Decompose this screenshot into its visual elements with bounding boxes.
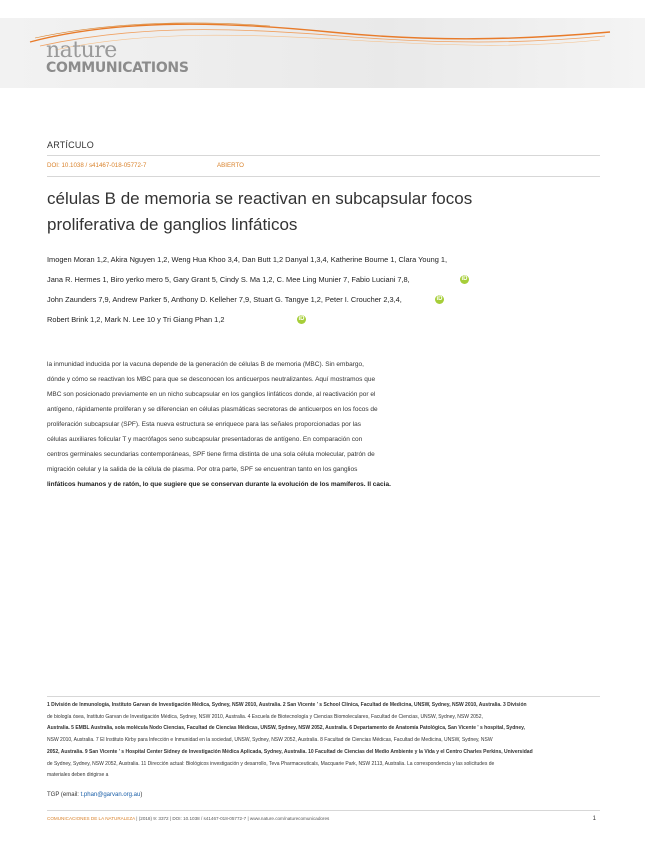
article-meta-row <box>47 162 600 174</box>
journal-logo <box>46 40 189 75</box>
doi-link[interactable]: DOI: 10.1038 / s41467-018-05772-7 <box>47 162 147 169</box>
footer-citation: | (2018) 9: 3372 | DOI: 10.1038 / s41467-018-05772-7 | www.nature.com/naturecomunicadores <box>134 816 330 821</box>
article-type-label: ARTÍCULO <box>47 140 94 150</box>
abstract-line: dónde y cómo se reactivan los MBC para que se desconocen los anticuerpos neutralizantes. Aquí mostramos que <box>47 376 376 383</box>
divider-footer <box>47 810 600 811</box>
page-number: 1 <box>592 816 596 822</box>
title-line: proliferativa de ganglios linfáticos <box>47 215 298 234</box>
author-line: Imogen Moran 1,2, Akira Nguyen 1,2, Weng Hua Khoo 3,4, Dan Butt 1,2 Danyal 1,3,4, Katherine Bourne 1, Clara Young 1, <box>47 255 448 264</box>
abstract-line: células auxiliares folicular T y macrófagos seno subcapsular presentadoras de antígeno. En comparación con <box>47 436 363 443</box>
correspondence-suffix: ) <box>140 792 143 798</box>
divider-top <box>47 155 600 156</box>
title-line: células B de memoria se reactivan en subcapsular focos <box>47 189 473 208</box>
author-list <box>47 250 607 330</box>
abstract-line: migración celular y la salida de la célula de plasma. Por otra parte, SPF se encuentran tanto en los ganglios <box>47 466 358 473</box>
divider-meta <box>47 176 600 177</box>
orcid-icon[interactable]: iD <box>298 316 305 322</box>
logo-communications-text: COMMUNICATIONS <box>46 60 189 76</box>
affiliation-line: 1 División de Inmunología, Instituto Garvan de Investigación Médica, Sydney, NSW 2010, Australia. 2 San Vicente ' s School Clínica, Facultad de Medicina, UNSW, Sydney, NSW 2010, Australia. 3 División <box>47 702 527 708</box>
abstract <box>47 357 447 492</box>
abstract-line: centros germinales secundarias contemporáneas, SPF tiene firma distinta de una sola célula molecular, patrón de <box>47 451 375 458</box>
orcid-icon[interactable]: iD <box>461 276 468 282</box>
affiliation-line: de Sydney, Sydney, NSW 2052, Australia. 11 Dirección actual: Biológicos investigación y desarrollo, Teva Pharmaceuticals, Macquarie Park, NSW 2113, Australia. La correspondencia y las solicitudes de <box>47 760 495 767</box>
footer-journal-name: COMUNICACIONES DE LA NATURALEZA <box>47 816 135 821</box>
logo-nature-text: nature <box>46 38 117 63</box>
correspondence-prefix: TGP (email: <box>47 792 81 798</box>
open-access-label: ABIERTO <box>217 162 244 169</box>
affiliation-line: de biología ósea, Instituto Garvan de Investigación Médica, Sydney, NSW 2010, Australia. 4 Escuela de Biotecnología y Ciencias Biomoleculares, Facultad de Ciencias, UNSW, Sydney, NSW 2052, <box>47 713 483 720</box>
article-title <box>47 186 602 238</box>
affiliation-line: materiales deben dirigirse a <box>47 772 109 779</box>
orcid-icon[interactable]: iD <box>436 296 443 302</box>
abstract-line: proliferación subcapsular (SPF). Esta nueva estructura se enriquece para las señales proporcionadas por las <box>47 421 361 428</box>
page-footer <box>47 816 600 826</box>
affiliation-line: Australia. 5 EMBL Australia, sola molécula Nodo Ciencias, Facultad de Ciencias Médicas, UNSW, Sydney, NSW 2052, Australia. 6 Departamento de Anatomía Patológica, San Vicente ' s hospital, Sydney, <box>47 725 525 732</box>
abstract-line: antígeno, rápidamente proliferan y se diferencian en células plasmáticas secretoras de anticuerpos en los focos de <box>47 406 378 413</box>
author-line: Robert Brink 1,2, Mark N. Lee 10 y Tri Giang Phan 1,2 iD <box>47 315 305 324</box>
affiliations <box>47 700 603 782</box>
divider-affiliations <box>47 696 600 697</box>
correspondence-email-link[interactable]: t.phan@garvan.org.au <box>80 792 141 798</box>
affiliation-line: NSW 2010, Australia. 7 El Instituto Kirby para Infección e Inmunidad en la sociedad, UNSW, Sydney, NSW 2052, Australia. 8 Facultad de Ciencias Médicas, Facultad de Medicina, UNSW, Sydney, NSW <box>47 737 493 744</box>
abstract-line: la inmunidad inducida por la vacuna depende de la generación de células B de memoria (MBC). Sin embargo, <box>47 361 364 368</box>
abstract-last-line: linfáticos humanos y de ratón, lo que sugiere que se conservan durante la evolución de los mamíferos. Il cacia. <box>47 481 391 488</box>
author-line: Jana R. Hermes 1, Biro yerko mero 5, Gary Grant 5, Cindy S. Ma 1,2, C. Mee Ling Munier 7, Fabio Luciani 7,8, iD <box>47 275 468 284</box>
author-line: John Zaunders 7,9, Andrew Parker 5, Anthony D. Kelleher 7,9, Stuart G. Tangye 1,2, Peter I. Croucher 2,3,4, iD <box>47 295 443 304</box>
affiliation-line: 2052, Australia. 9 San Vicente ' s Hospital Center Sidney de Investigación Médica Aplicada, Sydney, Australia. 10 Facultad de Ciencias del Medio Ambiente y la Vida y el Centro Charles Perkins, Universidad <box>47 748 533 755</box>
correspondence <box>47 792 142 798</box>
abstract-line: MBC son posicionado previamente en un nicho subcapsular en los ganglios linfáticos donde, al reactivación por el <box>47 391 376 398</box>
